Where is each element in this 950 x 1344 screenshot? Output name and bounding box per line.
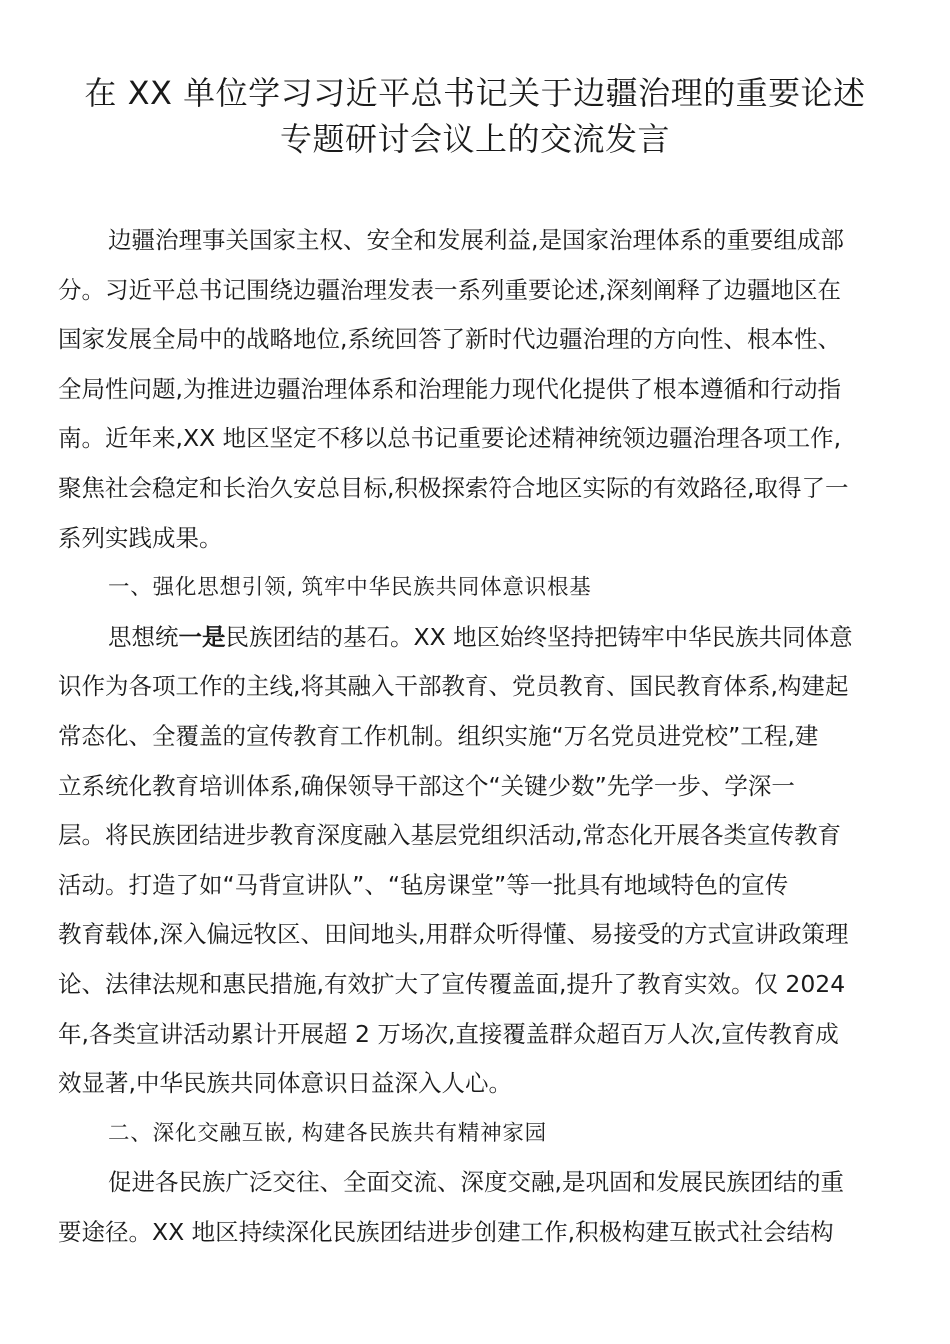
document-body — [58, 216, 894, 1257]
text-line: 层。将民族团结进步教育深度融入基层党组织活动,常态化开展各类宣传教育 — [58, 821, 841, 850]
text-line: 效显著,中华民族共同体意识日益深入人心。 — [58, 1069, 512, 1098]
text-line: 边疆治理事关国家主权、安全和发展利益,是国家治理体系的重要组成部 — [108, 226, 844, 254]
lead-text-post: 民族团结的基石。XX 地区始终坚持把铸牢中华民族共同体意 — [225, 622, 853, 651]
paragraph-section-1 — [58, 613, 894, 1109]
text-line: 立系统化教育培训体系,确保领导干部这个“关键少数”先学一步、学深一 — [58, 771, 795, 800]
text-line: 南。近年来,XX 地区坚定不移以总书记重要论述精神统领边疆治理各项工作, — [58, 424, 842, 453]
text-line: 系列实践成果。 — [58, 523, 223, 552]
text-line: 年,各类宣讲活动累计开展超 2 万场次,直接覆盖群众超百万人次,宣传教育成 — [58, 1019, 839, 1048]
text-line: 全局性问题,为推进边疆治理体系和治理能力现代化提供了根本遵循和行动指 — [58, 374, 841, 403]
text-line: 论、法律法规和惠民措施,有效扩大了宣传覆盖面,提升了教育实效。仅 2024 — [58, 969, 846, 998]
title-line-2: 专题研讨会议上的交流发言 — [279, 120, 670, 158]
title-line-1: 在 XX 单位学习习近平总书记关于边疆治理的重要论述 — [84, 74, 866, 112]
text-line-lead — [58, 613, 894, 663]
text-line: 识作为各项工作的主线,将其融入干部教育、党员教育、国民教育体系,构建起 — [58, 672, 849, 701]
paragraph-section-2 — [58, 1158, 894, 1257]
text-line: 活动。打造了如“马背宣讲队”、“毡房课堂”等一批具有地域特色的宣传 — [58, 870, 789, 899]
section-heading-2: 二、深化交融互嵌, 构建各民族共有精神家园 — [108, 1120, 547, 1146]
text-line: 促进各民族广泛交往、全面交流、深度交融,是巩固和发展民族团结的重 — [108, 1168, 844, 1197]
text-line: 国家发展全局中的战略地位,系统回答了新时代边疆治理的方向性、根本性、 — [58, 325, 841, 354]
text-line: 教育载体,深入偏远牧区、田间地头,用群众听得懂、易接受的方式宣讲政策理 — [58, 920, 849, 949]
section-heading-1: 一、强化思想引领, 筑牢中华民族共同体意识根基 — [108, 575, 592, 601]
lead-text-bold: 一是 — [178, 622, 226, 651]
lead-text-pre: 思想统 — [108, 622, 179, 651]
paragraph-intro — [58, 216, 894, 563]
text-line: 要途径。XX 地区持续深化民族团结进步创建工作,积极构建互嵌式社会结构 — [58, 1217, 834, 1246]
text-line: 聚焦社会稳定和长治久安总目标,积极探索符合地区实际的有效路径,取得了一 — [58, 473, 849, 502]
document-title — [40, 70, 910, 162]
text-line: 常态化、全覆盖的宣传教育工作机制。组织实施“万名党员进党校”工程,建 — [58, 721, 819, 750]
text-line: 分。习近平总书记围绕边疆治理发表一系列重要论述,深刻阐释了边疆地区在 — [58, 275, 841, 304]
